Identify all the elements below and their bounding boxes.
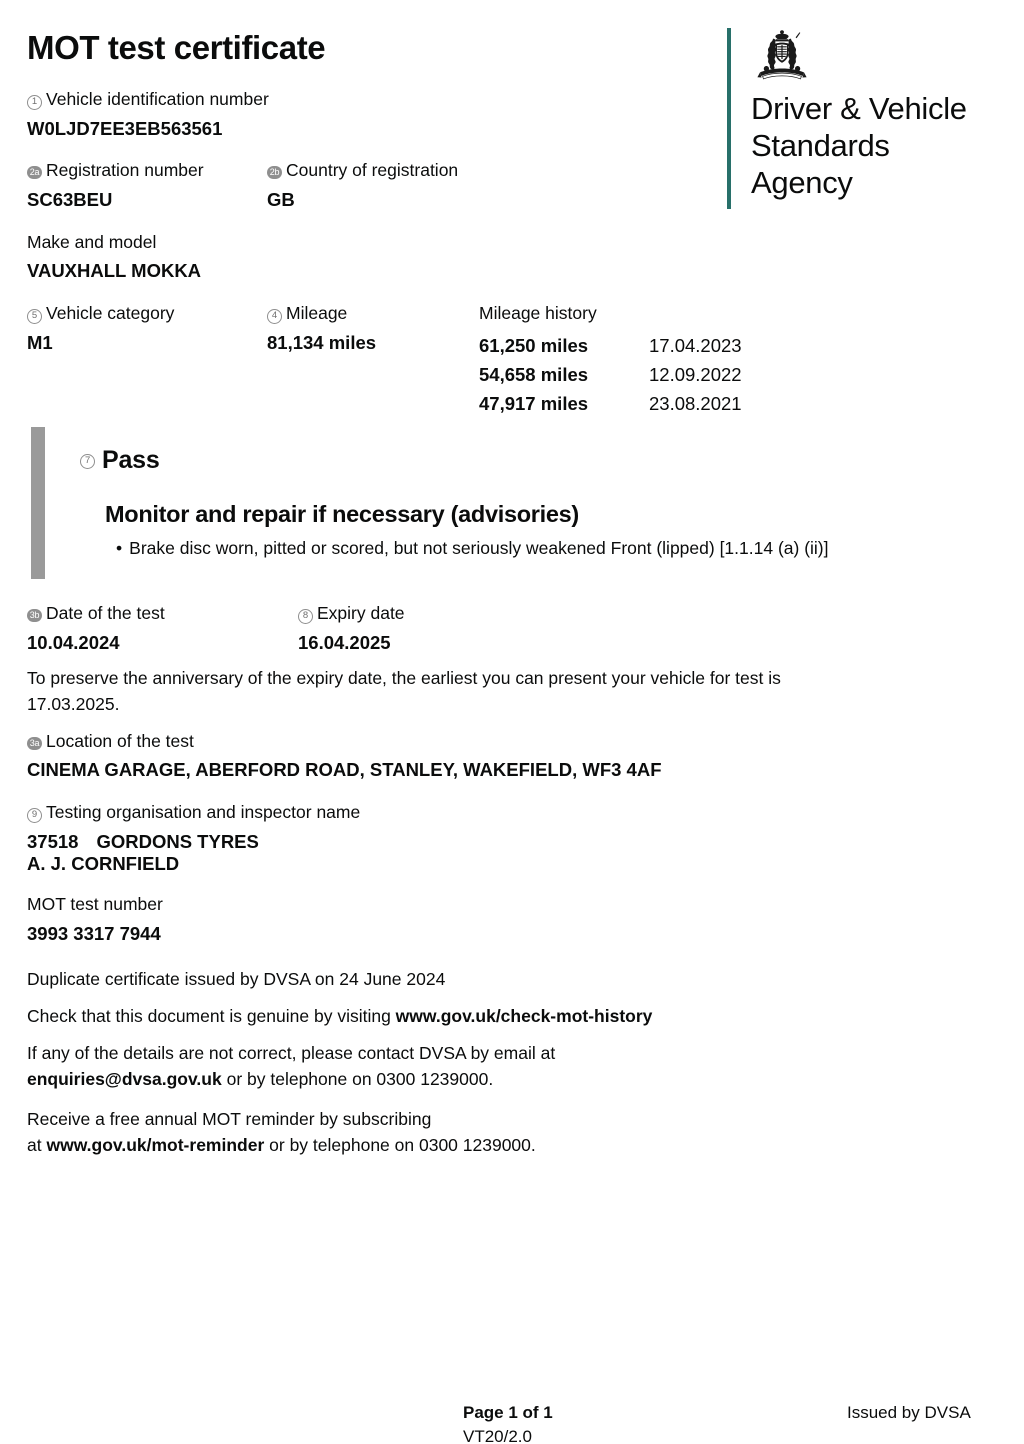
organisation-name: GORDONS TYRES [96,831,259,852]
test-number-value: 3993 3317 7944 [27,923,161,944]
advisory-item [116,537,829,560]
mileage-history-date: 12.09.2022 [649,364,742,385]
field-marker-3b: 3b [27,609,42,622]
expiry-date-label-text: Expiry date [317,603,405,623]
vin-label-text: Vehicle identification number [46,89,269,109]
vehicle-category-value: M1 [27,332,53,353]
field-marker-2b: 2b [267,166,282,179]
table-row [479,360,742,389]
field-marker-1: 1 [27,95,42,110]
bullet-icon: • [116,538,123,558]
organisation-label-text: Testing organisation and inspector name [46,802,361,822]
location-value: CINEMA GARAGE, ABERFORD ROAD, STANLEY, WAKEFIELD, WF3 4AF [27,759,662,780]
contact-notice-line-2: or by telephone on 0300 1239000. [221,1069,494,1089]
test-result-outcome [80,445,160,475]
page-number: Page 1 of 1 [463,1403,553,1422]
mot-reminder-url: www.gov.uk/mot-reminder [46,1135,265,1155]
page-title: MOT test certificate [27,29,326,66]
mileage-history-date: 17.04.2023 [649,335,742,356]
inspector-name: A. J. CORNFIELD [27,853,180,874]
dvsa-logo [727,28,997,213]
location-label-text: Location of the test [46,731,194,751]
test-result-band [31,427,991,579]
logo-accent-rule [727,28,731,209]
test-date-label [27,602,165,625]
reminder-notice-line-1: Receive a free annual MOT reminder by subscribing [27,1109,432,1129]
test-result-text: Pass [102,446,160,474]
field-marker-3a: 3a [27,737,42,750]
duplicate-notice: Duplicate certificate issued by DVSA on 24 June 2024 [27,969,446,989]
mileage-history-table [479,331,742,418]
field-marker-5: 5 [27,309,42,324]
field-marker-2a: 2a [27,166,42,179]
mileage-history-miles: 47,917 miles [479,393,589,414]
vehicle-category-label [27,302,174,325]
reminder-suffix: or by telephone on 0300 1239000. [264,1135,536,1155]
make-model-label: Make and model [27,232,157,252]
test-number-label: MOT test number [27,894,163,914]
organisation-number: 37518 [27,831,79,852]
country-label [267,159,458,182]
organisation-identity [27,830,259,853]
expiry-date-value: 16.04.2025 [298,632,391,653]
anniversary-note-line-1: To preserve the anniversary of the expiry date, the earliest you can present your vehicle for test is [27,668,781,688]
field-marker-4: 4 [267,309,282,324]
table-row [479,331,742,360]
mileage-value: 81,134 miles [267,332,377,353]
genuine-check-notice [27,1003,977,1029]
field-marker-7: 7 [80,454,95,469]
location-label [27,730,194,753]
advisory-heading: Monitor and repair if necessary (advisories) [105,501,579,527]
mileage-label-text: Mileage [286,303,348,323]
vehicle-category-label-text: Vehicle category [46,303,175,323]
organisation-label [27,801,360,824]
field-marker-9: 9 [27,808,42,823]
dvsa-email-address: enquiries@dvsa.gov.uk [27,1069,222,1089]
issuer-label: Issued by DVSA [847,1403,971,1422]
vin-value: W0LJD7EE3EB563561 [27,118,223,139]
royal-coat-of-arms-icon [751,28,813,84]
logo-body [751,28,967,201]
mileage-history-miles: 54,658 miles [479,364,589,385]
vin-label [27,88,269,111]
advisory-text: Brake disc worn, pitted or scored, but not seriously weakened Front (lipped) [1.1.14 (a) (ii)] [129,538,829,558]
country-label-text: Country of registration [286,160,459,180]
check-mot-history-url: www.gov.uk/check-mot-history [395,1006,653,1026]
genuine-check-prefix: Check that this document is genuine by visiting [27,1006,396,1026]
form-code: VT20/2.0 [463,1427,532,1444]
anniversary-note-line-2: 17.03.2025. [27,694,120,714]
registration-value: SC63BEU [27,189,113,210]
test-date-label-text: Date of the test [46,603,165,623]
reminder-notice [27,1106,977,1158]
registration-label [27,159,204,182]
anniversary-note [27,665,977,717]
mileage-history-heading: Mileage history [479,303,597,323]
result-accent-bar [31,427,45,579]
reminder-prefix: at [27,1135,47,1155]
table-row [479,389,742,418]
contact-notice-line-1: If any of the details are not correct, please contact DVSA by email at [27,1043,556,1063]
agency-name-line-3: Agency [751,165,853,200]
expiry-date-label [298,602,405,625]
agency-name-line-2: Standards [751,128,890,163]
contact-notice [27,1040,977,1092]
make-model-value: VAUXHALL MOKKA [27,260,202,281]
field-marker-8: 8 [298,609,313,624]
mileage-label [267,302,347,325]
agency-name-line-1: Driver & Vehicle [751,91,967,126]
country-value: GB [267,189,295,210]
test-date-value: 10.04.2024 [27,632,120,653]
mileage-history-date: 23.08.2021 [649,393,742,414]
mileage-history-miles: 61,250 miles [479,335,589,356]
registration-label-text: Registration number [46,160,204,180]
